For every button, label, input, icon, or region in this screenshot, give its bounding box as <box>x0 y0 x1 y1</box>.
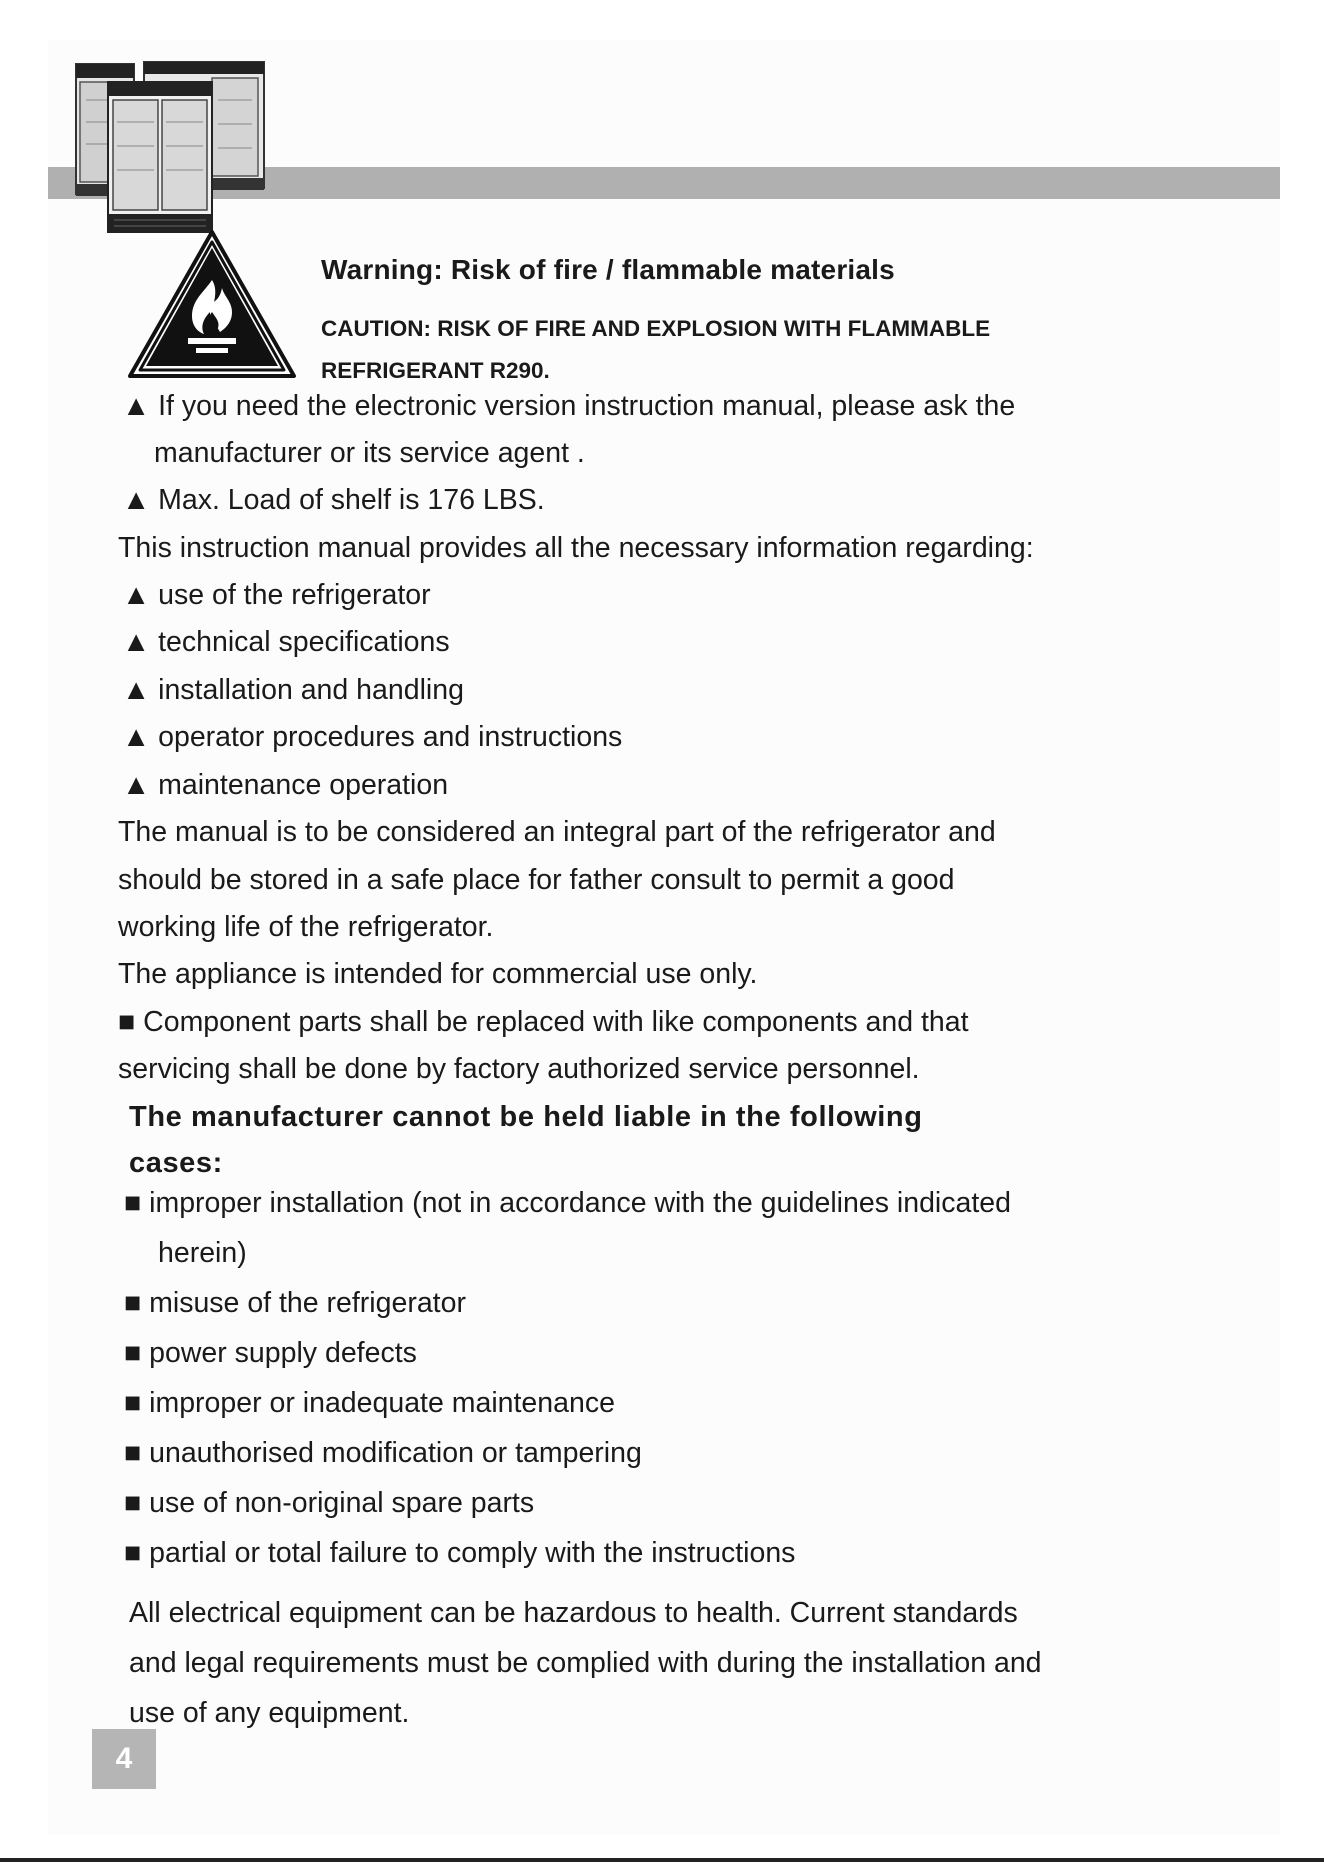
liability-case: ■ improper installation (not in accordance with the guidelines indicated <box>124 1187 1011 1219</box>
component-line-2: servicing shall be done by factory authorized service personnel. <box>118 1053 920 1085</box>
electrical-line-2: and legal requirements must be complied with during the installation and <box>129 1647 1042 1679</box>
liability-case: ■ partial or total failure to comply with the instructions <box>124 1537 796 1569</box>
liability-case: ■ improper or inadequate maintenance <box>124 1387 615 1419</box>
electrical-line-1: All electrical equipment can be hazardous to health. Current standards <box>129 1597 1018 1629</box>
caution-line-2: REFRIGERANT R290. <box>321 358 550 383</box>
topic-item: ▲ technical specifications <box>122 626 450 658</box>
commercial-use-text: The appliance is intended for commercial use only. <box>118 958 758 990</box>
intro-text: This instruction manual provides all the necessary information regarding: <box>118 532 1034 564</box>
integral-line-3: working life of the refrigerator. <box>118 911 494 943</box>
liability-heading-line-2: cases: <box>129 1147 223 1179</box>
topic-item: ▲ maintenance operation <box>122 769 449 801</box>
flammable-warning-icon <box>126 228 298 380</box>
liability-heading-line-1: The manufacturer cannot be held liable in the following <box>129 1101 923 1133</box>
integral-line-2: should be stored in a safe place for father consult to permit a good <box>118 864 955 896</box>
component-line-1: ■ Component parts shall be replaced with like components and that <box>118 1006 969 1038</box>
topic-item: ▲ use of the refrigerator <box>122 579 431 611</box>
liability-case: ■ use of non-original spare parts <box>124 1487 535 1519</box>
refrigerators-image <box>72 60 272 240</box>
liability-case: ■ unauthorised modification or tampering <box>124 1437 642 1469</box>
warning-title: Warning: Risk of fire / flammable materials <box>321 254 895 285</box>
integral-line-1: The manual is to be considered an integral part of the refrigerator and <box>118 816 996 848</box>
caution-text <box>321 308 1181 392</box>
max-load-note: ▲ Max. Load of shelf is 176 LBS. <box>122 484 545 516</box>
electronic-note-line-1: ▲ If you need the electronic version instruction manual, please ask the <box>122 390 1016 422</box>
topic-item: ▲ operator procedures and instructions <box>122 721 623 753</box>
liability-case-continued: herein) <box>158 1237 247 1269</box>
topic-item: ▲ installation and handling <box>122 674 464 706</box>
liability-case: ■ misuse of the refrigerator <box>124 1287 466 1319</box>
electronic-note-line-2: manufacturer or its service agent . <box>154 437 585 469</box>
liability-heading <box>129 1094 923 1186</box>
caution-line-1: CAUTION: RISK OF FIRE AND EXPLOSION WITH FLAMMABLE <box>321 316 991 341</box>
bottom-border <box>0 1858 1324 1862</box>
page-number: 4 <box>92 1729 156 1789</box>
electrical-line-3: use of any equipment. <box>129 1697 410 1729</box>
liability-case: ■ power supply defects <box>124 1337 417 1369</box>
